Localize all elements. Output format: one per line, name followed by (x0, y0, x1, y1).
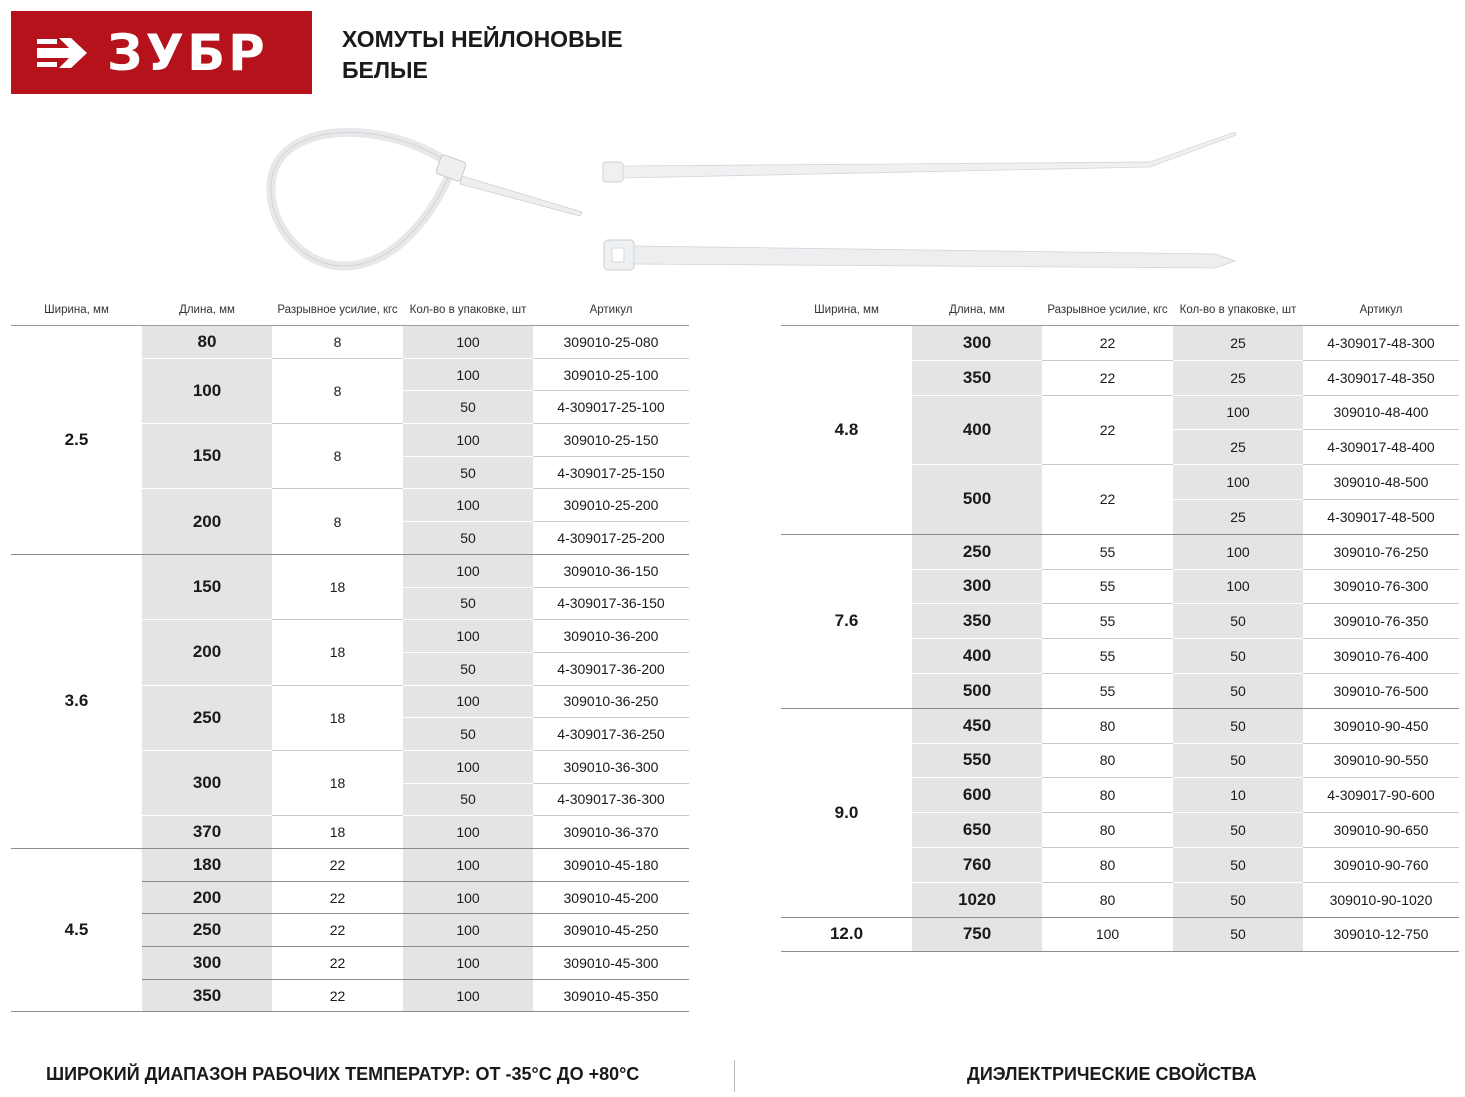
table-row (781, 708, 1459, 743)
table-row (781, 534, 1459, 569)
cell-force: 22 (272, 914, 403, 947)
cell-qty: 100 (1173, 534, 1303, 569)
cell-length: 400 (912, 395, 1042, 465)
cell-force: 22 (272, 881, 403, 914)
cell-length: 250 (142, 685, 272, 750)
cell-article: 309010-48-500 (1303, 465, 1459, 500)
cell-width: 2.5 (11, 326, 142, 555)
column-header-qty: Кол-во в упаковке, шт (403, 295, 533, 326)
cell-qty: 50 (403, 652, 533, 685)
cell-article: 309010-45-180 (533, 849, 689, 882)
cable-ties-illustration (0, 0, 1465, 290)
footer-divider (734, 1060, 735, 1092)
cell-article: 4-309017-48-400 (1303, 430, 1459, 465)
cell-qty: 50 (1173, 639, 1303, 674)
cell-qty: 100 (403, 358, 533, 391)
cell-qty: 50 (403, 522, 533, 555)
cell-article: 309010-36-300 (533, 750, 689, 783)
footer-dielectric-note: ДИЭЛЕКТРИЧЕСКИЕ СВОЙСТВА (967, 1064, 1257, 1084)
footer-temperature-note: ШИРОКИЙ ДИАПАЗОН РАБОЧИХ ТЕМПЕРАТУР: ОТ -35°С ДО +80°С (46, 1064, 640, 1084)
cell-force: 18 (272, 685, 403, 750)
cell-qty: 100 (403, 326, 533, 359)
cell-force: 22 (272, 979, 403, 1012)
cell-qty: 100 (403, 979, 533, 1012)
cell-article: 4-309017-48-350 (1303, 360, 1459, 395)
cell-length: 450 (912, 708, 1042, 743)
column-header-article: Артикул (1303, 295, 1459, 326)
cell-force: 80 (1042, 743, 1173, 778)
straight-cable-tie-thin (603, 132, 1236, 182)
cell-length: 1020 (912, 882, 1042, 917)
cell-article: 4-309017-90-600 (1303, 778, 1459, 813)
cell-qty: 100 (1173, 465, 1303, 500)
title-line-1: ХОМУТЫ НЕЙЛОНОВЫЕ (342, 26, 623, 52)
column-header-force: Разрывное усилие, кгс (272, 295, 403, 326)
cell-force: 8 (272, 326, 403, 359)
cell-force: 55 (1042, 639, 1173, 674)
cell-qty: 100 (403, 816, 533, 849)
cell-qty: 10 (1173, 778, 1303, 813)
cell-length: 400 (912, 639, 1042, 674)
cell-article: 309010-76-400 (1303, 639, 1459, 674)
cell-force: 18 (272, 816, 403, 849)
cell-force: 22 (272, 947, 403, 980)
cell-article: 309010-36-200 (533, 620, 689, 653)
table-header (11, 295, 689, 326)
cell-length: 550 (912, 743, 1042, 778)
cell-article: 309010-76-300 (1303, 569, 1459, 604)
cell-article: 4-309017-25-150 (533, 456, 689, 489)
cell-force: 80 (1042, 708, 1173, 743)
cell-article: 309010-90-1020 (1303, 882, 1459, 917)
cell-force: 8 (272, 424, 403, 489)
cell-force: 18 (272, 554, 403, 619)
cell-article: 309010-90-650 (1303, 813, 1459, 848)
cell-qty: 100 (1173, 395, 1303, 430)
table-body (781, 326, 1459, 952)
cell-length: 600 (912, 778, 1042, 813)
cell-article: 309010-76-350 (1303, 604, 1459, 639)
logo-text: ЗУБР (107, 24, 268, 82)
cell-article: 309010-25-100 (533, 358, 689, 391)
column-header-qty: Кол-во в упаковке, шт (1173, 295, 1303, 326)
column-header-article: Артикул (533, 295, 689, 326)
cell-width: 12.0 (781, 917, 912, 952)
column-header-width: Ширина, мм (11, 295, 142, 326)
cell-qty: 100 (403, 489, 533, 522)
straight-cable-tie-wide (604, 240, 1235, 270)
cell-force: 22 (1042, 395, 1173, 465)
cell-length: 370 (142, 816, 272, 849)
cell-force: 55 (1042, 534, 1173, 569)
cell-length: 200 (142, 620, 272, 685)
cell-length: 100 (142, 358, 272, 423)
cell-article: 4-309017-36-250 (533, 718, 689, 751)
cell-qty: 25 (1173, 499, 1303, 534)
column-header-length: Длина, мм (912, 295, 1042, 326)
cell-width: 4.8 (781, 326, 912, 535)
cell-length: 300 (142, 750, 272, 815)
cell-qty: 100 (403, 914, 533, 947)
cell-qty: 100 (403, 947, 533, 980)
cell-qty: 50 (1173, 882, 1303, 917)
cell-article: 309010-45-200 (533, 881, 689, 914)
title-line-2: БЕЛЫЕ (342, 57, 428, 83)
cell-length: 500 (912, 465, 1042, 535)
cell-qty: 50 (1173, 847, 1303, 882)
table-row (11, 326, 689, 359)
spec-table-left (11, 295, 689, 1012)
cell-force: 55 (1042, 673, 1173, 708)
cell-qty: 50 (1173, 604, 1303, 639)
cell-force: 22 (1042, 465, 1173, 535)
cell-length: 150 (142, 424, 272, 489)
cell-qty: 50 (403, 587, 533, 620)
table-header (781, 295, 1459, 326)
cell-force: 80 (1042, 847, 1173, 882)
cell-force: 18 (272, 750, 403, 815)
cell-qty: 50 (403, 391, 533, 424)
cell-width: 9.0 (781, 708, 912, 917)
cell-force: 8 (272, 489, 403, 554)
cell-length: 250 (912, 534, 1042, 569)
table-row (11, 849, 689, 882)
cell-qty: 100 (403, 849, 533, 882)
cell-length: 300 (912, 326, 1042, 361)
cell-article: 309010-36-250 (533, 685, 689, 718)
cell-force: 100 (1042, 917, 1173, 952)
cell-length: 350 (912, 360, 1042, 395)
cell-qty: 100 (403, 554, 533, 587)
cell-force: 22 (1042, 360, 1173, 395)
cell-article: 309010-90-450 (1303, 708, 1459, 743)
cell-length: 150 (142, 554, 272, 619)
cell-qty: 100 (403, 424, 533, 457)
cell-force: 8 (272, 358, 403, 423)
cell-article: 309010-45-250 (533, 914, 689, 947)
cell-length: 300 (912, 569, 1042, 604)
cell-article: 4-309017-36-150 (533, 587, 689, 620)
cell-article: 4-309017-48-300 (1303, 326, 1459, 361)
cell-qty: 100 (403, 881, 533, 914)
cell-article: 4-309017-25-200 (533, 522, 689, 555)
cell-article: 309010-76-250 (1303, 534, 1459, 569)
looped-cable-tie (271, 132, 582, 266)
cell-length: 250 (142, 914, 272, 947)
cell-article: 309010-45-300 (533, 947, 689, 980)
cell-qty: 50 (1173, 917, 1303, 952)
cell-qty: 25 (1173, 360, 1303, 395)
cell-width: 3.6 (11, 554, 142, 848)
cell-article: 4-309017-36-200 (533, 652, 689, 685)
cell-qty: 50 (1173, 708, 1303, 743)
cell-qty: 50 (1173, 743, 1303, 778)
cell-qty: 100 (403, 620, 533, 653)
cell-article: 309010-12-750 (1303, 917, 1459, 952)
cell-length: 350 (912, 604, 1042, 639)
cell-qty: 25 (1173, 430, 1303, 465)
cell-length: 500 (912, 673, 1042, 708)
cell-length: 80 (142, 326, 272, 359)
cell-length: 750 (912, 917, 1042, 952)
cell-force: 55 (1042, 569, 1173, 604)
cell-force: 55 (1042, 604, 1173, 639)
cell-length: 300 (142, 947, 272, 980)
cell-qty: 50 (403, 456, 533, 489)
cell-force: 22 (1042, 326, 1173, 361)
cell-width: 7.6 (781, 534, 912, 708)
cell-article: 309010-76-500 (1303, 673, 1459, 708)
cell-length: 200 (142, 881, 272, 914)
cell-length: 180 (142, 849, 272, 882)
cell-qty: 50 (1173, 813, 1303, 848)
cell-force: 22 (272, 849, 403, 882)
cell-article: 309010-90-760 (1303, 847, 1459, 882)
cell-qty: 25 (1173, 326, 1303, 361)
cell-force: 80 (1042, 813, 1173, 848)
cell-article: 4-309017-25-100 (533, 391, 689, 424)
cell-article: 309010-25-200 (533, 489, 689, 522)
cell-force: 80 (1042, 778, 1173, 813)
table-row (781, 917, 1459, 952)
cell-length: 200 (142, 489, 272, 554)
cell-article: 309010-25-150 (533, 424, 689, 457)
cell-article: 309010-36-370 (533, 816, 689, 849)
cell-article: 4-309017-36-300 (533, 783, 689, 816)
column-header-width: Ширина, мм (781, 295, 912, 326)
cell-qty: 100 (1173, 569, 1303, 604)
cell-article: 309010-48-400 (1303, 395, 1459, 430)
cell-article: 309010-36-150 (533, 554, 689, 587)
column-header-force: Разрывное усилие, кгс (1042, 295, 1173, 326)
cell-article: 309010-90-550 (1303, 743, 1459, 778)
cell-qty: 100 (403, 750, 533, 783)
table-body (11, 326, 689, 1012)
cell-length: 650 (912, 813, 1042, 848)
cell-width: 4.5 (11, 849, 142, 1012)
cell-article: 4-309017-48-500 (1303, 499, 1459, 534)
cell-qty: 50 (1173, 673, 1303, 708)
cell-length: 760 (912, 847, 1042, 882)
cell-qty: 50 (403, 783, 533, 816)
cell-force: 80 (1042, 882, 1173, 917)
cell-article: 309010-45-350 (533, 979, 689, 1012)
column-header-length: Длина, мм (142, 295, 272, 326)
cell-qty: 100 (403, 685, 533, 718)
cell-force: 18 (272, 620, 403, 685)
table-row (781, 326, 1459, 361)
spec-table-right (781, 295, 1459, 952)
cell-qty: 50 (403, 718, 533, 751)
cell-article: 309010-25-080 (533, 326, 689, 359)
table-row (11, 554, 689, 587)
cell-length: 350 (142, 979, 272, 1012)
